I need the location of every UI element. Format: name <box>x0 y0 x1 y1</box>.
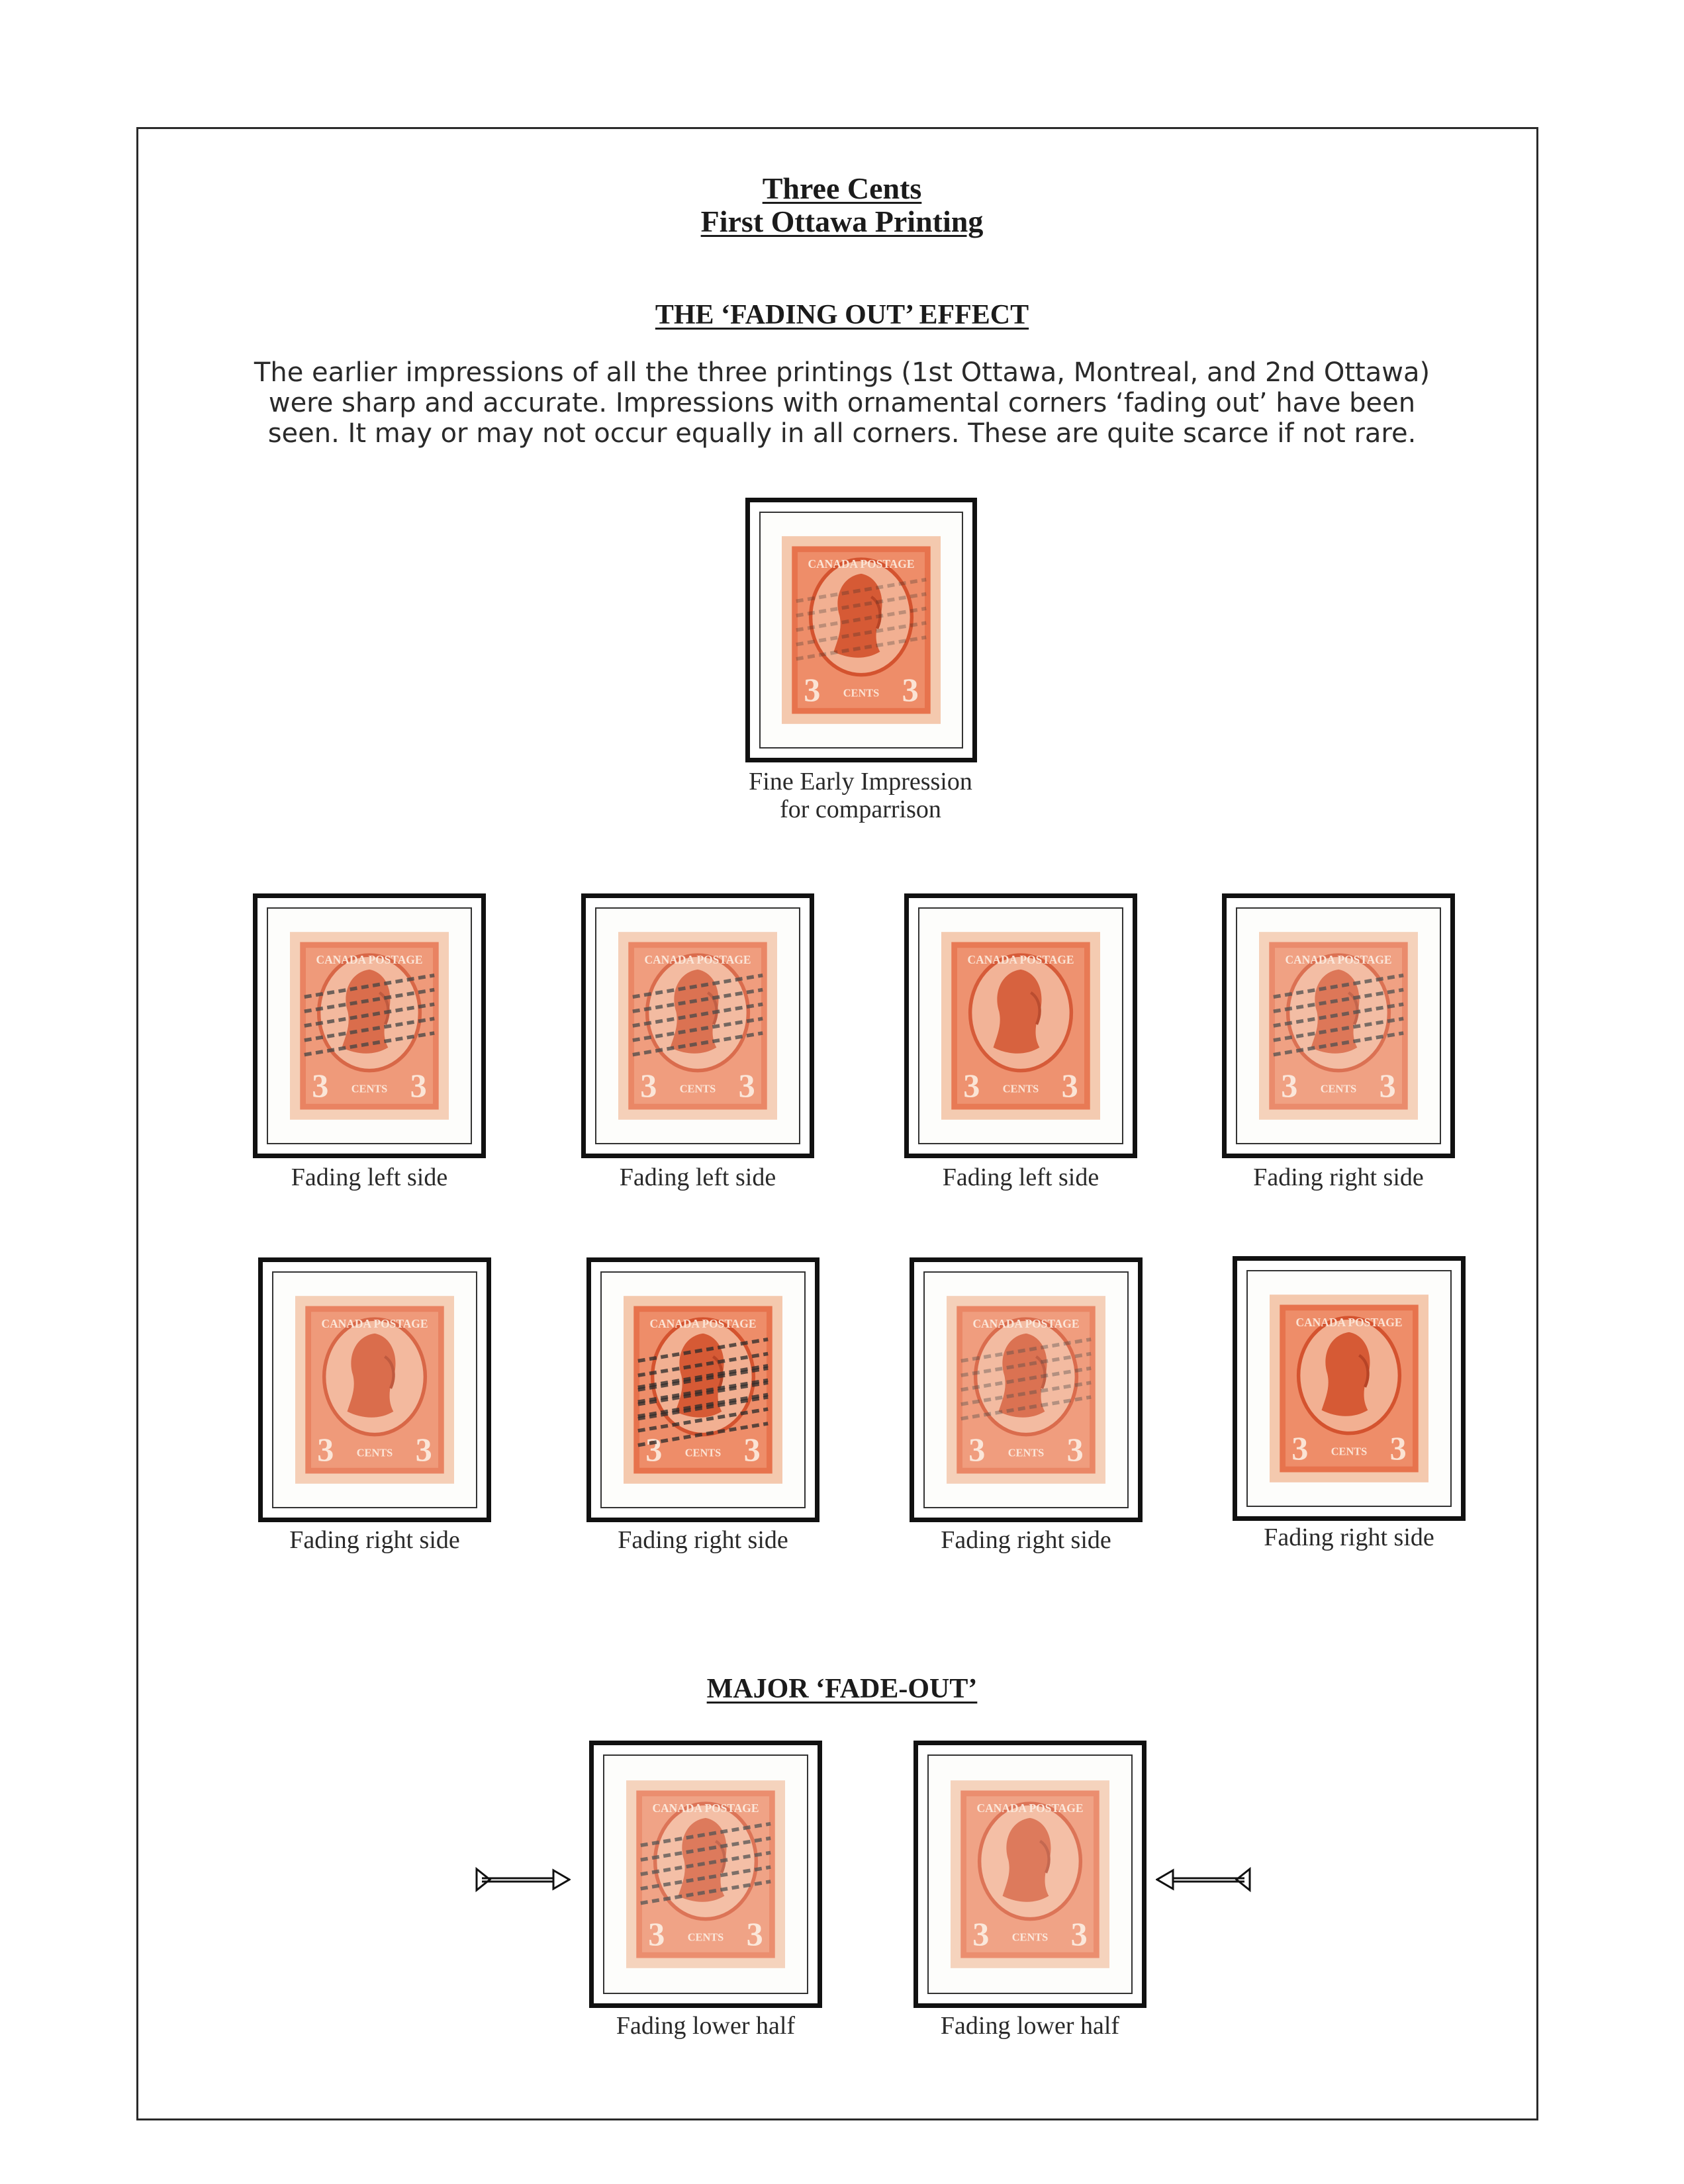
major-stamp-caption: Fading lower half <box>616 2012 796 2040</box>
reference-stamp-mount <box>745 498 977 762</box>
stamp-image <box>618 932 777 1120</box>
stamp-mount <box>910 1257 1143 1522</box>
stamp-mount <box>581 893 814 1158</box>
stamp-caption: Fading right side <box>1264 1524 1434 1551</box>
page-title <box>0 172 1684 238</box>
reference-caption <box>662 768 1059 823</box>
stamp-image <box>947 1296 1105 1484</box>
stamp-mount <box>253 893 486 1158</box>
stamp-caption: Fading left side <box>942 1163 1099 1191</box>
major-heading-text: MAJOR ‘FADE-OUT’ <box>706 1674 978 1704</box>
major-section-heading <box>0 1673 1684 1705</box>
reference-stamp-image <box>782 536 941 724</box>
fading-heading-text: THE ‘FADING OUT’ EFFECT <box>655 300 1029 330</box>
stamp-mount <box>258 1257 491 1522</box>
intro-line-3: seen. It may or may not occur equally in all corners. These are quite scarce if not rare. <box>267 418 1417 449</box>
intro-line-2: were sharp and accurate. Impressions with ornamental corners ‘fading out’ have been <box>268 388 1416 418</box>
stamp-caption: Fading right side <box>941 1526 1111 1554</box>
major-stamp-mount <box>913 1741 1146 2008</box>
stamp-mount <box>586 1257 819 1522</box>
stamp-image <box>941 932 1100 1120</box>
stamp-mount <box>1222 893 1455 1158</box>
stamp-caption: Fading left side <box>619 1163 776 1191</box>
stamp-caption: Fading right side <box>618 1526 788 1554</box>
stamp-caption: Fading right side <box>289 1526 460 1554</box>
intro-paragraph <box>199 357 1485 449</box>
stamp-image <box>1270 1295 1428 1482</box>
left-pointing-arrow-icon <box>1156 1865 1251 1894</box>
fading-section-heading <box>0 299 1684 331</box>
title-line-1: Three Cents <box>762 171 922 205</box>
stamp-image <box>626 1780 785 1968</box>
stamp-mount <box>1233 1256 1466 1521</box>
stamp-image <box>1259 932 1418 1120</box>
stamp-image <box>624 1296 782 1484</box>
major-stamp-caption: Fading lower half <box>940 2012 1120 2040</box>
stamp-image <box>295 1296 454 1484</box>
stamp-mount <box>904 893 1137 1158</box>
title-line-2: First Ottawa Printing <box>700 205 984 238</box>
reference-caption-line-1: Fine Early Impression <box>749 768 972 796</box>
stamp-caption: Fading left side <box>291 1163 448 1191</box>
major-stamp-mount <box>589 1741 822 2008</box>
stamp-image <box>290 932 449 1120</box>
stamp-caption: Fading right side <box>1253 1163 1424 1191</box>
stamp-image <box>951 1780 1109 1968</box>
right-pointing-arrow-icon <box>475 1865 571 1894</box>
reference-caption-line-2: for comparrison <box>780 796 941 823</box>
intro-line-1: The earlier impressions of all the three printings (1st Ottawa, Montreal, and 2nd Ottawa) <box>254 357 1430 388</box>
